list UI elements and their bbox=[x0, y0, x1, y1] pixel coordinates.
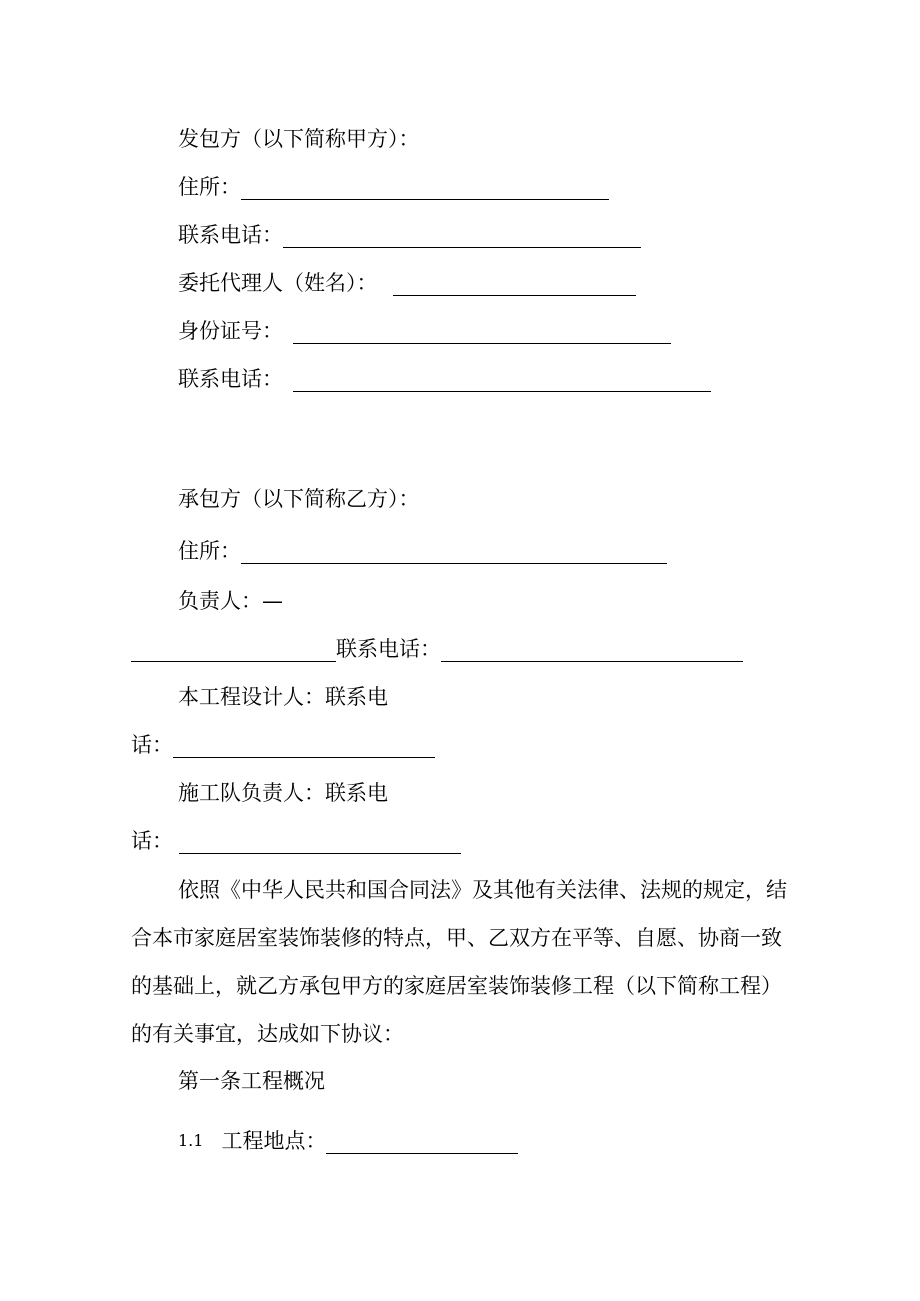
party-b-address-field[interactable] bbox=[241, 543, 667, 564]
party-b-heading-text: 承包方（以下简称乙方）： bbox=[178, 487, 420, 511]
party-a-heading-text: 发包方（以下简称甲方）： bbox=[178, 127, 420, 151]
party-b-address-label: 住所： bbox=[178, 539, 241, 563]
party-b-manager-field[interactable] bbox=[131, 641, 336, 662]
party-a-id-row bbox=[178, 318, 671, 344]
party-a-agent-label: 委托代理人（姓名）： bbox=[178, 271, 378, 295]
party-a-phone-label: 联系电话： bbox=[178, 223, 283, 247]
party-a-address-field[interactable] bbox=[241, 179, 609, 200]
party-a-agent-row bbox=[178, 270, 636, 296]
intro-paragraph-text: 依照《中华人民共和国合同法》及其他有关法律、法规的规定，结合本市家庭居室装饰装修的特点，甲、乙双方在平等、自愿、协商一致的基础上，就乙方承包甲方的家庭居室装饰装修工程（以下简称工程）的有关事宜，达成如下协议： bbox=[131, 878, 787, 1046]
party-b-team-phone-field[interactable] bbox=[179, 833, 461, 854]
party-b-team-phone-label: 话： bbox=[131, 829, 173, 853]
party-b-manager-row bbox=[178, 588, 283, 614]
party-b-designer-row bbox=[178, 684, 388, 710]
party-b-team-row bbox=[178, 780, 388, 806]
party-a-phone-field[interactable] bbox=[283, 227, 641, 248]
party-b-address-row bbox=[178, 538, 667, 564]
party-a-phone-row bbox=[178, 222, 641, 248]
intro-paragraph bbox=[131, 866, 791, 1058]
project-location-field[interactable] bbox=[326, 1133, 518, 1154]
party-a-agent-phone-label: 联系电话： bbox=[178, 367, 283, 391]
party-b-team-label: 施工队负责人：联系电 bbox=[178, 781, 388, 805]
party-b-heading bbox=[178, 486, 420, 512]
party-b-manager-label: 负责人：— bbox=[178, 589, 283, 613]
party-b-manager-phone-row bbox=[131, 636, 743, 662]
party-b-designer-label: 本工程设计人：联系电 bbox=[178, 685, 388, 709]
party-a-agent-phone-row bbox=[178, 366, 711, 392]
project-location-label: 工程地点： bbox=[221, 1129, 327, 1153]
party-a-agent-phone-field[interactable] bbox=[293, 371, 711, 392]
article-1-title bbox=[178, 1068, 325, 1094]
party-a-address-label: 住所： bbox=[178, 175, 241, 199]
party-b-designer-phone-label: 话： bbox=[131, 733, 173, 757]
party-b-designer-phone-field[interactable] bbox=[173, 737, 435, 758]
party-a-address-row bbox=[178, 174, 609, 200]
article-1-title-text: 第一条工程概况 bbox=[178, 1069, 325, 1093]
item-number: 1.1 bbox=[178, 1131, 204, 1150]
party-b-designer-phone-row bbox=[131, 732, 435, 758]
party-b-manager-phone-field[interactable] bbox=[441, 641, 743, 662]
party-b-manager-phone-label: 联系电话： bbox=[336, 637, 441, 661]
party-a-agent-field[interactable] bbox=[393, 275, 636, 296]
article-1-item-1-1 bbox=[178, 1128, 518, 1154]
party-a-id-field[interactable] bbox=[293, 323, 671, 344]
party-a-id-label: 身份证号： bbox=[178, 319, 283, 343]
party-a-heading bbox=[178, 126, 420, 152]
party-b-team-phone-row bbox=[131, 828, 461, 854]
